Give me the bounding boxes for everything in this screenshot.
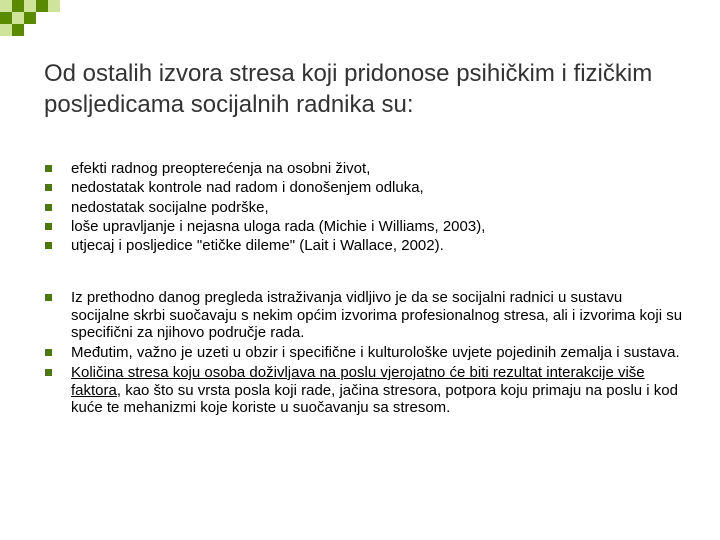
deco-square bbox=[12, 24, 24, 36]
list-item-text: nedostatak kontrole nad radom i donošenjem odluka, bbox=[71, 179, 424, 197]
deco-square bbox=[0, 0, 12, 12]
list-item-text: utjecaj i posljedice "etičke dileme" (Lait i Wallace, 2002). bbox=[71, 237, 444, 255]
deco-square bbox=[24, 12, 36, 24]
deco-square bbox=[12, 0, 24, 12]
bullet-square-icon bbox=[45, 223, 52, 230]
list-item-text: loše upravljanje i nejasna uloga rada (Michie i Williams, 2003), bbox=[71, 217, 486, 235]
bullet-square-icon bbox=[45, 184, 52, 191]
list-item bbox=[44, 289, 684, 342]
bullet-list-causes bbox=[44, 160, 684, 256]
list-item bbox=[44, 218, 684, 236]
bullet-square-icon bbox=[45, 242, 52, 249]
deco-square bbox=[36, 0, 48, 12]
list-item bbox=[44, 199, 684, 217]
bullet-list-conclusions bbox=[44, 289, 684, 419]
underlined-text: Količina stresa koju osoba doživljava na poslu vjerojatno će biti rezultat interakcije više faktora bbox=[71, 364, 645, 399]
deco-square bbox=[0, 12, 12, 24]
slide-title: Od ostalih izvora stresa koji pridonose psihičkim i fizičkim posljedicama socijalnih radnika su: bbox=[44, 60, 653, 118]
bullet-square-icon bbox=[45, 204, 52, 211]
list-item bbox=[44, 344, 684, 362]
deco-square bbox=[24, 0, 36, 12]
bullet-square-icon bbox=[45, 369, 52, 376]
bullet-square-icon bbox=[45, 165, 52, 172]
deco-square bbox=[12, 12, 24, 24]
list-item bbox=[44, 179, 684, 197]
list-item-text: Iz prethodno danog pregleda istraživanja vidljivo je da se socijalni radnici u sustavu socijalne skrbi suočavaju s nekim općim izvorima profesionalnog stresa, ali i izvorima koji su specifični za njihovo područje rada. bbox=[71, 289, 683, 341]
deco-square bbox=[0, 24, 12, 36]
list-item-text: Međutim, važno je uzeti u obzir i specifične i kulturološke uvjete pojedinih zemalja i sustava. bbox=[71, 344, 680, 361]
list-item-text: , kao što su vrsta posla koji rade, jačina stresora, potpora koju primaju na poslu i kod kuće te mehanizmi koje koriste u suočavanju sa stresom. bbox=[71, 381, 678, 416]
list-item bbox=[44, 160, 684, 178]
list-item bbox=[44, 364, 684, 417]
list-item-text: efekti radnog preopterećenja na osobni život, bbox=[71, 160, 371, 177]
list-item-text: nedostatak socijalne podrške, bbox=[71, 198, 269, 216]
list-item bbox=[44, 237, 684, 255]
bullet-square-icon bbox=[45, 349, 52, 356]
decorative-squares bbox=[0, 0, 140, 50]
deco-square bbox=[48, 0, 60, 12]
bullet-square-icon bbox=[45, 294, 52, 301]
